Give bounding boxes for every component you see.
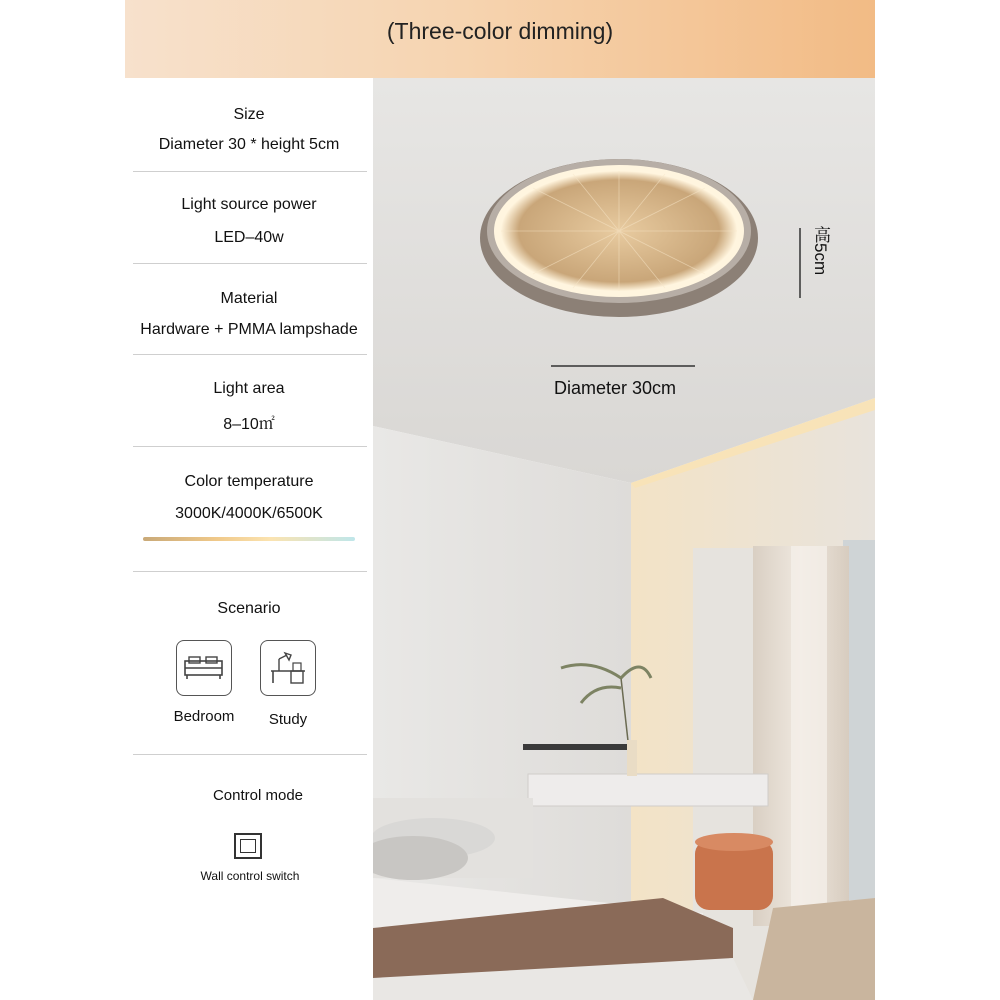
size-value: Diameter 30 * height 5cm	[158, 136, 340, 153]
divider	[133, 571, 367, 572]
control-label: Control mode	[212, 787, 304, 804]
header-title: (Three-color dimming)	[386, 18, 614, 44]
product-frame	[125, 0, 875, 1000]
desk-lamp-icon	[260, 640, 316, 696]
color-temperature-gradient	[143, 537, 355, 541]
divider	[133, 354, 367, 355]
diameter-annotation: Diameter 30cm	[554, 378, 677, 398]
header-banner	[125, 0, 875, 78]
scenario-bedroom-label: Bedroom	[173, 708, 235, 725]
size-label: Size	[233, 106, 265, 123]
bed-icon	[176, 640, 232, 696]
control-value: Wall control switch	[200, 869, 300, 883]
divider	[133, 446, 367, 447]
area-value: 8–10㎡	[223, 416, 275, 433]
divider	[133, 754, 367, 755]
power-value: LED–40w	[214, 229, 284, 246]
divider	[133, 263, 367, 264]
spec-panel	[125, 78, 373, 1000]
wall-switch-icon	[234, 833, 262, 859]
area-label: Light area	[213, 380, 285, 397]
bedroom-scene	[373, 78, 875, 1000]
temp-label: Color temperature	[184, 473, 314, 490]
material-label: Material	[220, 290, 278, 307]
material-value: Hardware + PMMA lampshade	[140, 321, 358, 338]
power-label: Light source power	[181, 196, 317, 213]
scenario-study-label: Study	[268, 711, 308, 728]
height-annotation: 高5cm	[811, 226, 830, 276]
divider	[133, 171, 367, 172]
temp-value: 3000K/4000K/6500K	[175, 505, 323, 522]
scenario-label: Scenario	[217, 600, 281, 617]
room-photo	[373, 78, 875, 1000]
